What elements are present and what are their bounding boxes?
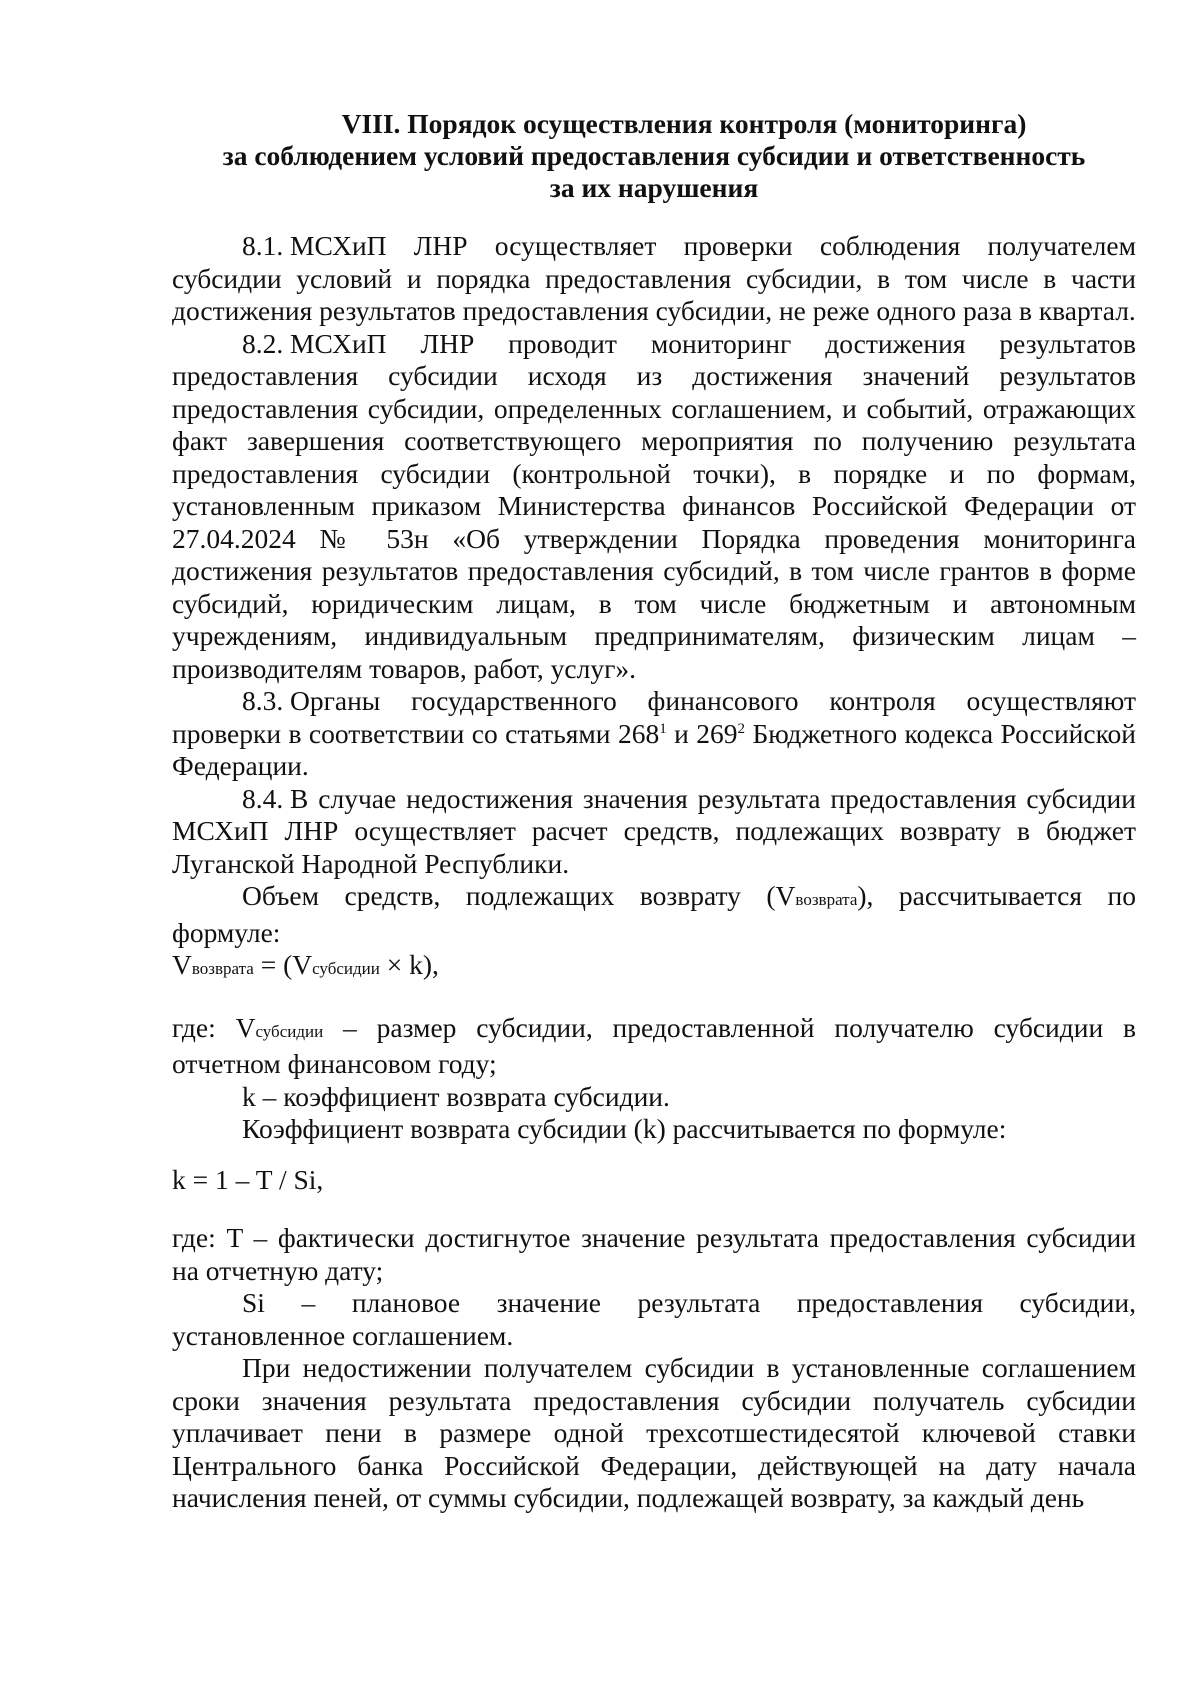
paragraph-where-t: где: T – фактически достигнутое значение результата предоставления субсидии на отчетную дату; <box>172 1222 1136 1286</box>
paragraph-number: 8.1. <box>242 230 284 261</box>
paragraph-k-definition: k – коэффициент возврата субсидии. <box>242 1080 670 1112</box>
subscript: возврата <box>795 890 858 909</box>
formula-part: V <box>172 949 192 980</box>
paragraph-where-vsubsidy <box>172 1012 1136 1081</box>
paragraph-number: 8.2. <box>242 327 284 359</box>
subscript: субсидии <box>255 1021 324 1041</box>
title-line-3: за их нарушения <box>549 172 759 203</box>
paragraph-text: – размер субсидии, предоставленной получателю субсидии в отчетном финансовом году; <box>172 1011 1136 1079</box>
paragraph-text: ), рассчитывается по формуле: <box>172 880 1136 948</box>
paragraph-text: Объем средств, подлежащих возврату (V <box>242 880 796 911</box>
superscript: 1 <box>659 720 667 737</box>
paragraph-text: где: V <box>172 1011 256 1043</box>
paragraph-8-3 <box>172 685 1136 783</box>
formula-volume <box>172 949 1136 986</box>
document-page <box>172 108 1136 1515</box>
paragraph-number: 8.4. <box>242 782 284 814</box>
paragraph-text: В случае недостижения значения результата предоставления субсидии МСХиП ЛНР осуществляет расчет средств, подлежащих возврату в бюджет Луганской Народной Республики. <box>172 782 1136 879</box>
superscript: 2 <box>737 720 746 737</box>
title-line-1: VIII. Порядок осуществления контроля (мониторинга) <box>341 108 1027 139</box>
formula-part: = (V <box>253 949 313 980</box>
paragraph-8-4 <box>172 783 1136 881</box>
title-line-2: за соблюдением условий предоставления субсидии и ответственность <box>222 140 1086 171</box>
paragraph-8-2 <box>172 328 1136 686</box>
paragraph-8-1 <box>172 230 1136 328</box>
paragraph-text: Бюджетного кодекса Российской Федерации. <box>172 717 1137 781</box>
section-title <box>172 108 1136 204</box>
paragraph-text: МСХиП ЛНР проводит мониторинг достижения результатов предоставления субсидии исходя из достижения значений результатов предоставления субсидии, определенных соглашением, и событий, отражающих факт завершения соответствующего мероприятия по получению результата предоставления субсидии (контрольной точки), в порядке и по формам, установленным приказом Министерства финансов Российской Федерации от 27.04.2024 № 53н «Об утверждении Порядка проведения мониторинга достижения результатов предоставления субсидий, в том числе грантов в форме субсидий, юридическим лицам, в том числе бюджетным и автономным учреждениям, индивидуальным предпринимателям, физическим лицам – производителям товаров, работ, услуг». <box>172 327 1136 684</box>
paragraph-volume <box>172 880 1136 949</box>
formula-k: k = 1 – T / Si, <box>172 1163 324 1195</box>
formula-part: × k), <box>379 949 439 980</box>
paragraph-penalty: При недостижении получателем субсидии в установленные соглашением сроки значения результата предоставления субсидии получатель субсидии уплачивает пени в размере одной трехсотшестидесятой ключевой ставки Центрального банка Российской Федерации, действующей на дату начала начисления пеней, от суммы субсидии, подлежащей возврату, за каждый день <box>172 1352 1136 1513</box>
paragraph-text: и 269 <box>666 717 738 749</box>
paragraph-text: Органы государственного финансового контроля осуществляют проверки в соответствии со статьями 268 <box>172 685 1136 749</box>
paragraph-si-definition: Si – плановое значение результата предоставления субсидии, установленное соглашением. <box>172 1287 1136 1351</box>
paragraph-k-formula-intro: Коэффициент возврата субсидии (k) рассчитывается по формуле: <box>242 1113 1007 1144</box>
paragraph-number: 8.3. <box>242 685 284 716</box>
paragraph-text: МСХиП ЛНР осуществляет проверки соблюдения получателем субсидии условий и порядка предоставления субсидии, в том числе в части достижения результатов предоставления субсидии, не реже одного раза в квартал. <box>172 230 1136 326</box>
subscript: субсидии <box>312 959 380 978</box>
subscript: возврата <box>191 959 254 978</box>
